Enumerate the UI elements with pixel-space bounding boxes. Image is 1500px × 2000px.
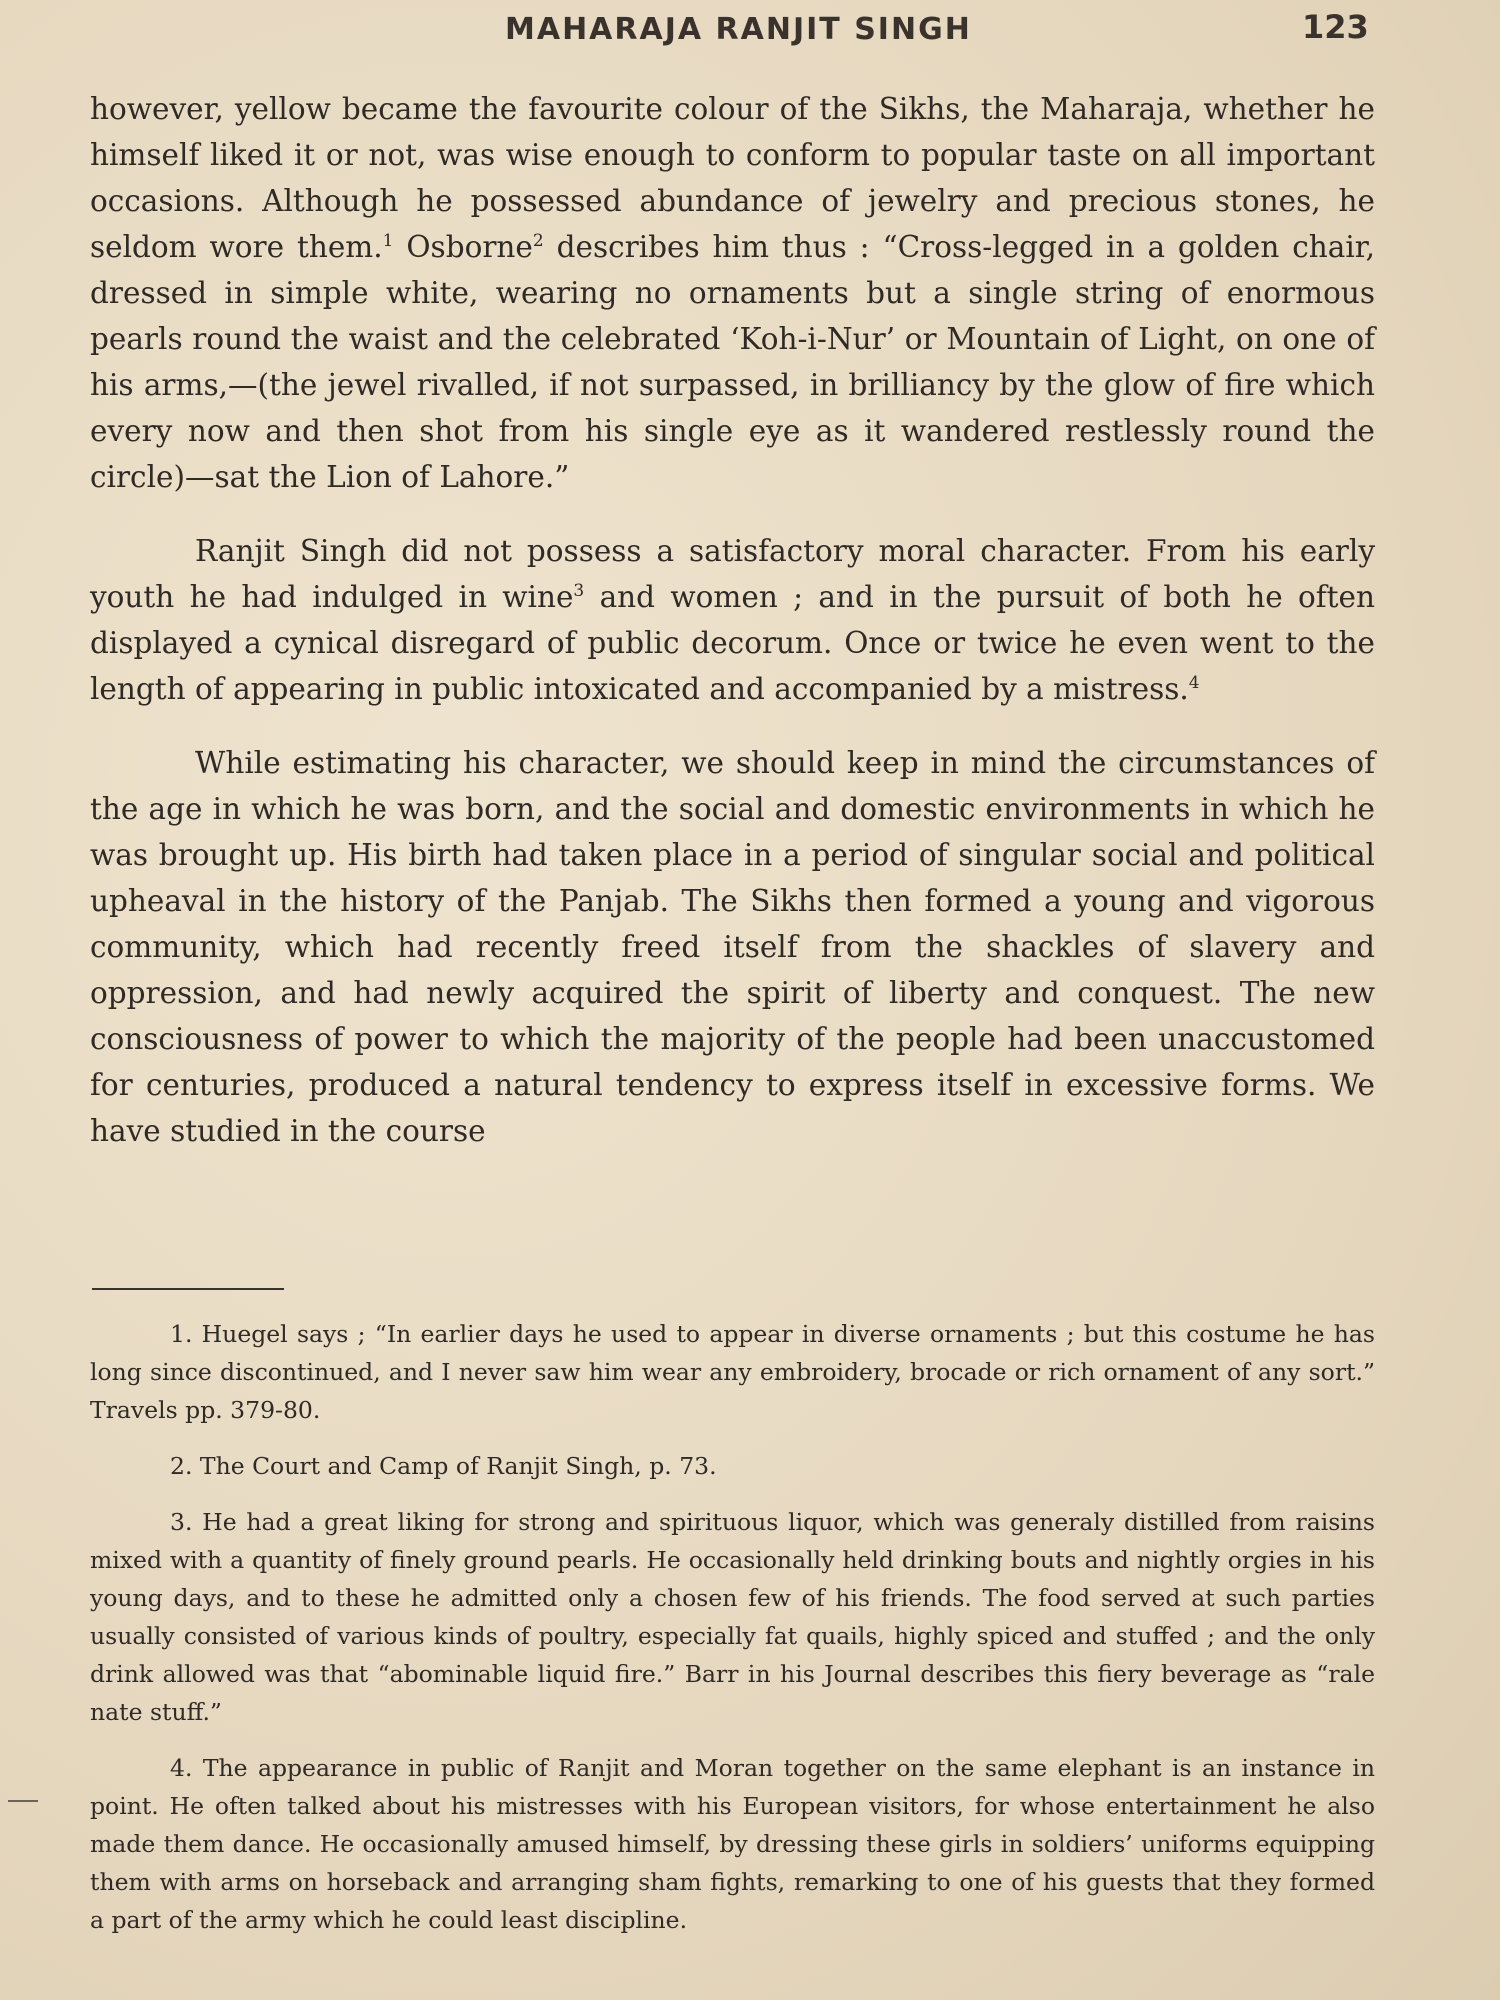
main-text	[90, 86, 1375, 1182]
paragraph-2	[90, 528, 1375, 712]
paragraph-2-text-b: and women ; and in the pursuit of both he often displayed a cynical disregard of public decorum. Once or twice he even went to the length of appearing in public intoxicated and accompanied by a mistress.	[90, 580, 1375, 706]
footnote-ref-2: 2	[532, 231, 544, 252]
paragraph-1-text-b: Osborne	[393, 230, 533, 264]
footnote-ref-1: 1	[382, 231, 394, 252]
footnote-separator	[92, 1288, 284, 1290]
footnotes	[90, 1315, 1375, 1957]
footnote-ref-4: 4	[1188, 673, 1200, 694]
paragraph-2-text-a: Ranjit Singh did not possess a satisfactory moral character. From his early youth he had indulged in wine	[90, 534, 1375, 614]
footnote-3: 3. He had a great liking for strong and spirituous liquor, which was generaly distilled from raisins mixed with a quantity of finely ground pearls. He occasionally held drinking bouts and nightly orgies in his young days, and to these he admitted only a chosen few of his friends. The food served at such parties usually consisted of various kinds of poultry, especially fat quails, highly spiced and stuffed ; and the only drink allowed was that “abominable liquid fire.” Barr in his Journal describes this fiery beverage as “rale nate stuff.”	[90, 1508, 1375, 1726]
running-title: MAHARAJA RANJIT SINGH	[505, 12, 972, 47]
paragraph-3: While estimating his character, we should keep in mind the circumstances of the age in which he was born, and the social and domestic environments in which he was brought up. His birth had taken place in a period of singular social and political upheaval in the history of the Panjab. The Sikhs then formed a young and vigorous community, which had recently freed itself from the shackles of slavery and oppression, and had newly acquired the spirit of liberty and conquest. The new consciousness of power to which the majority of the people had been unaccustomed for centuries, produced a natural tendency to express itself in excessive forms. We have studied in the course	[90, 746, 1375, 1148]
footnote-ref-3: 3	[573, 581, 585, 602]
paragraph-1	[90, 86, 1375, 500]
footnote-2: 2. The Court and Camp of Ranjit Singh, p. 73.	[170, 1452, 717, 1480]
page-header	[0, 8, 1500, 54]
page-number: 123	[1302, 8, 1369, 46]
paragraph-1-text-c: describes him thus : “Cross-legged in a golden chair, dressed in simple white, wearing no ornaments but a single string of enormous pearls round the waist and the celebrated ‘Koh-i-Nur’ or Mountain of Light, on one of his arms,—(the jewel rivalled, if not surpassed, in brilliancy by the glow of fire which every now and then shot from his single eye as it wandered restlessly round the circle)—sat the Lion of Lahore.”	[90, 230, 1376, 494]
footnote-4: 4. The appearance in public of Ranjit and Moran together on the same elephant is an instance in point. He often talked about his mistresses with his European visitors, for whose entertainment he also made them dance. He occasionally amused himself, by dressing these girls in soldiers’ uniforms equipping them with arms on horseback and arranging sham fights, remarking to one of his guests that they formed a part of the army which he could least discipline.	[90, 1754, 1375, 1934]
paragraph-1-text-a: however, yellow became the favourite colour of the Sikhs, the Maharaja, whether he himself liked it or not, was wise enough to conform to popular taste on all important occasions. Although he possessed abundance of jewelry and precious stones, he seldom wore them.	[90, 92, 1375, 264]
footnote-1: 1. Huegel says ; “In earlier days he used to appear in diverse ornaments ; but this costume he has long since discontinued, and I never saw him wear any embroidery, brocade or rich ornament of any sort.” Travels pp. 379-80.	[90, 1320, 1375, 1424]
margin-mark	[8, 1800, 38, 1802]
